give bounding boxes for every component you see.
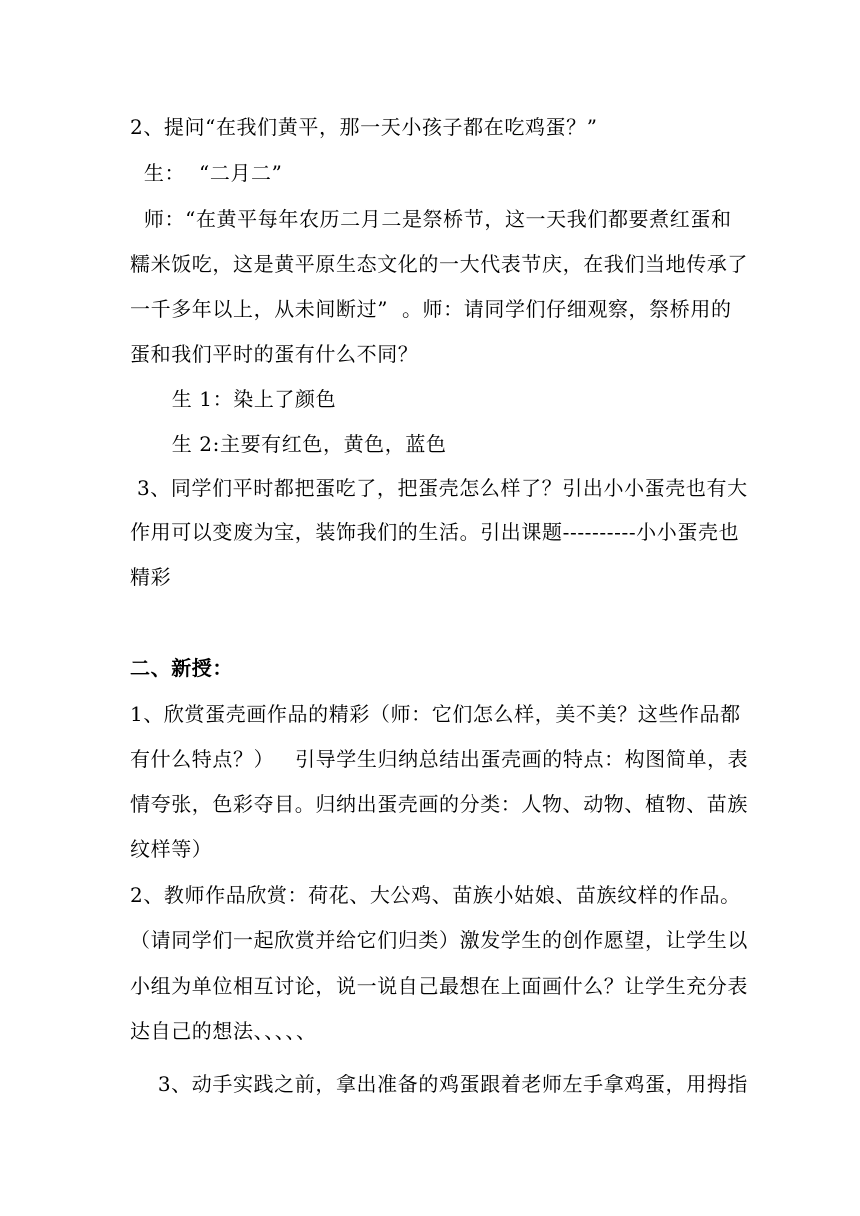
paragraph-line: 1、欣赏蛋壳画作品的精彩（师：它们怎么样，美不美？这些作品都 <box>130 702 741 726</box>
paragraph-line: 达自己的想法、、、、、 <box>130 1019 317 1043</box>
section-heading: 二、新授： <box>130 656 233 680</box>
paragraph-line: 蛋和我们平时的蛋有什么不同？ <box>130 342 419 366</box>
paragraph-line: 小组为单位相互讨论，说一说自己最想在上面画什么？让学生充分表 <box>130 974 748 998</box>
paragraph-line: 2、提问“在我们黄平，那一天小孩子都在吃鸡蛋？” <box>130 115 598 139</box>
paragraph-line: 有什么特点？） 引导学生归纳总结出蛋壳画的特点：构图简单，表 <box>130 747 749 771</box>
paragraph-line: 师：“在黄平每年农历二月二是祭桥节，这一天我们都要煮红蛋和 <box>130 207 732 231</box>
paragraph-line: 生 1：染上了颜色 <box>130 387 337 411</box>
paragraph-line: （请同学们一起欣赏并给它们归类）激发学生的创作愿望，让学生以 <box>130 928 748 952</box>
paragraph-line: 情夸张，色彩夺目。归纳出蛋壳画的分类：人物、动物、植物、苗族 <box>130 792 748 816</box>
paragraph-line: 3、动手实践之前，拿出准备的鸡蛋跟着老师左手拿鸡蛋，用拇指 <box>130 1072 748 1096</box>
paragraph-line: 作用可以变废为宝，装饰我们的生活。引出课题----------小小蛋壳也 <box>130 520 740 544</box>
paragraph-line: 生 2:主要有红色，黄色，蓝色 <box>130 432 447 456</box>
paragraph-line: 纹样等） <box>130 837 213 861</box>
paragraph-line: 精彩 <box>130 565 172 589</box>
paragraph-line: 2、教师作品欣赏：荷花、大公鸡、苗族小姑娘、苗族纹样的作品。 <box>130 883 741 907</box>
paragraph-line: 3、同学们平时都把蛋吃了，把蛋壳怎么样了？引出小小蛋壳也有大 <box>130 476 748 500</box>
paragraph-line: 糯米饭吃，这是黄平原生态文化的一大代表节庆，在我们当地传承了 <box>130 252 748 276</box>
paragraph-line: 一千多年以上，从未间断过” 。师：请同学们仔细观察，祭桥用的 <box>130 297 732 321</box>
paragraph-line: 生： “二月二” <box>130 161 283 185</box>
